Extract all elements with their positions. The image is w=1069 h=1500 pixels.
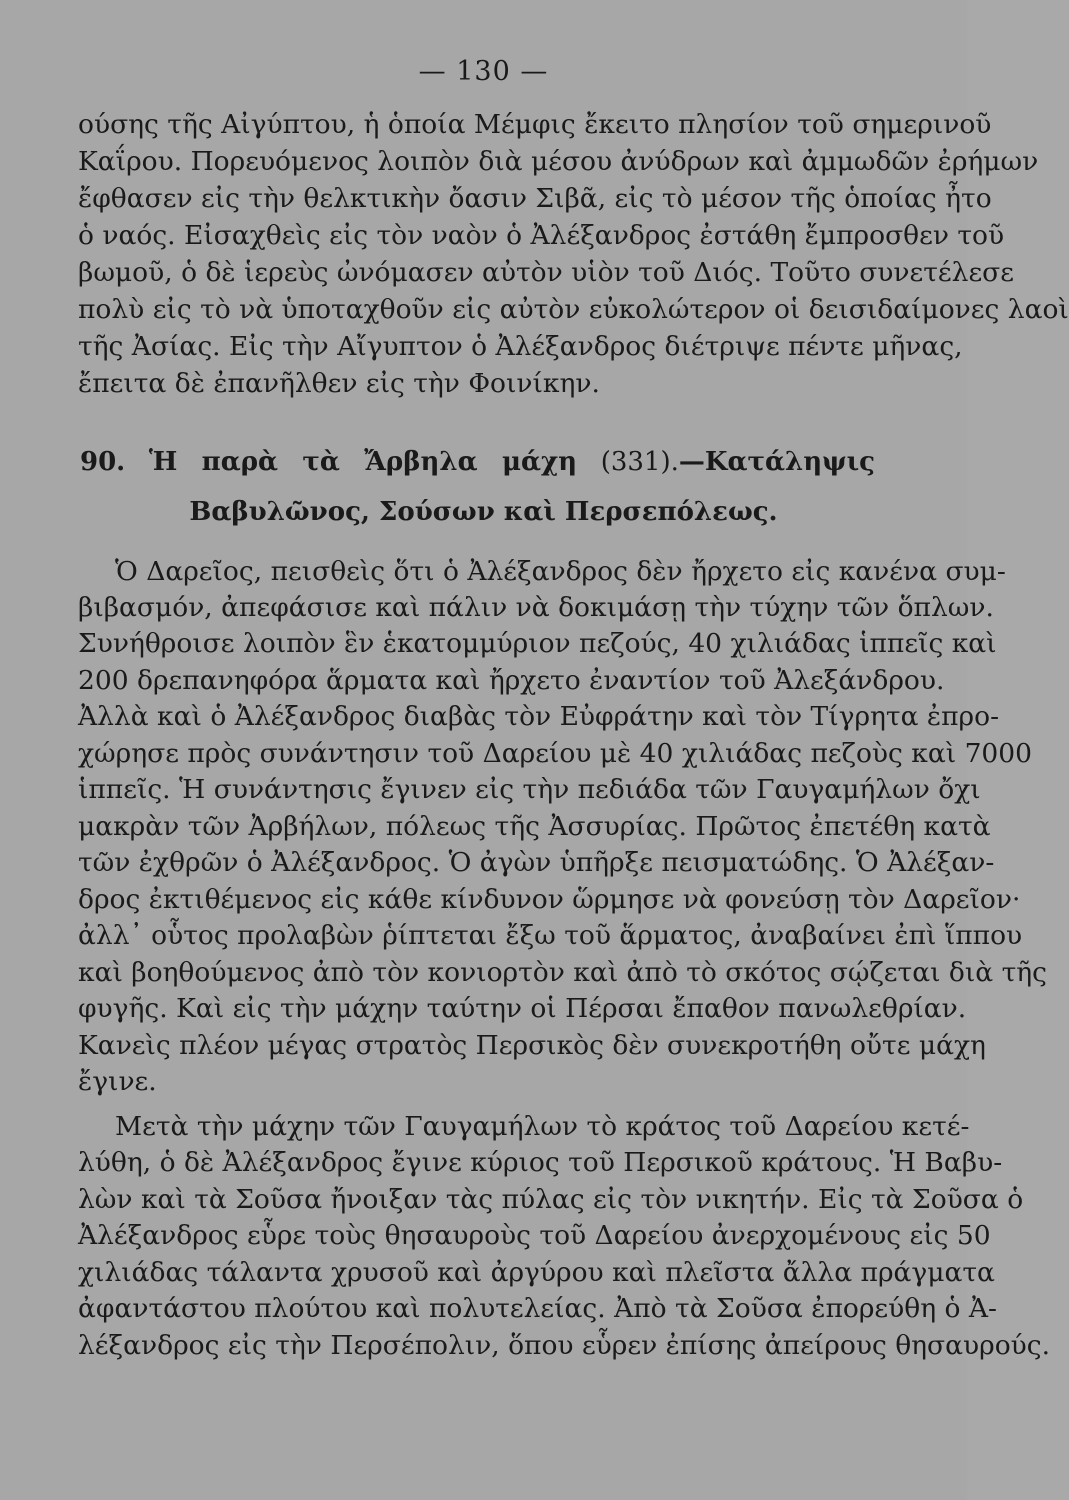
- text-line: Ἀλέξανδρος εὗρε τοὺς θησαυροὺς τοῦ Δαρείου ἀνερχομένους εἰς 50: [78, 1220, 991, 1251]
- section-title-line2: Βαβυλῶνος, Σούσων καὶ Περσεπόλεως.: [189, 497, 778, 527]
- text-line: ούσης τῆς Αἰγύπτου, ἡ ὁποία Μέμφις ἔκειτο πλησίον τοῦ σημερινοῦ: [78, 109, 992, 140]
- text-line: Μετὰ τὴν μάχην τῶν Γαυγαμήλων τὸ κράτος τοῦ Δαρείου κετέ-: [115, 1111, 970, 1142]
- text-line: βωμοῦ, ὁ δὲ ἱερεὺς ὠνόμασεν αὐτὸν υἱὸν τοῦ Διός. Τοῦτο συνετέλεσε: [78, 257, 1014, 288]
- section-title-line1-tail: —Κατάληψις: [678, 447, 876, 477]
- text-line: χιλιάδας τάλαντα χρυσοῦ καὶ ἀργύρου καὶ πλεῖστα ἄλλα πράγματα: [78, 1257, 995, 1288]
- text-line: ἱππεῖς. Ἡ συνάντησις ἔγινεν εἰς τὴν πεδιάδα τῶν Γαυγαμήλων ὄχι: [78, 774, 981, 805]
- text-line: 200 δρεπανηφόρα ἅρματα καὶ ἤρχετο ἐναντίον τοῦ Ἀλεξάνδρου.: [78, 665, 945, 696]
- text-line: πολὺ εἰς τὸ νὰ ὑποταχθοῦν εἰς αὐτὸν εὐκολώτερον οἱ δεισιδαίμονες λαοὶ: [78, 294, 1069, 325]
- text-line: λὼν καὶ τὰ Σοῦσα ἤνοιξαν τὰς πύλας εἰς τὸν νικητήν. Εἰς τὰ Σοῦσα ὁ: [78, 1184, 1024, 1215]
- text-line: ἔφθασεν εἰς τὴν θελκτικὴν ὄασιν Σιβᾶ, εἰς τὸ μέσον τῆς ὁποίας ἦτο: [78, 183, 992, 214]
- text-line: ἀφαντάστου πλούτου καὶ πολυτελείας. Ἀπὸ τὰ Σοῦσα ἐπορεύθη ὁ Ἀ-: [78, 1293, 997, 1324]
- text-line: Ἀλλὰ καὶ ὁ Ἀλέξανδρος διαβὰς τὸν Εὐφράτην καὶ τὸν Τίγρητα ἐπρο-: [78, 701, 1000, 732]
- section-heading: [80, 447, 875, 477]
- text-line: τῆς Ἀσίας. Εἰς τὴν Αἴγυπτον ὁ Ἀλέξανδρος διέτριψε πέντε μῆνας,: [78, 331, 963, 362]
- text-line: ἔπειτα δὲ ἐπανῆλθεν εἰς τὴν Φοινίκην.: [78, 368, 600, 399]
- text-line: λέξανδρος εἰς τὴν Περσέπολιν, ὅπου εὗρεν ἐπίσης ἀπείρους θησαυρούς.: [78, 1330, 1051, 1361]
- text-line: Ὁ Δαρεῖος, πεισθεὶς ὅτι ὁ Ἀλέξανδρος δὲν ἤρχετο εἰς κανένα συμ-: [115, 556, 1006, 587]
- text-line: βιβασμόν, ἀπεφάσισε καὶ πάλιν νὰ δοκιμάσῃ τὴν τύχην τῶν ὅπλων.: [78, 592, 994, 623]
- text-line: ἀλλ᾽ οὗτος προλαβὼν ῥίπτεται ἔξω τοῦ ἅρματος, ἀναβαίνει ἐπὶ ἵππου: [78, 920, 1023, 951]
- text-line: Κανεὶς πλέον μέγας στρατὸς Περσικὸς δὲν συνεκροτήθη οὔτε μάχη: [78, 1030, 986, 1061]
- text-line: λύθη, ὁ δὲ Ἀλέξανδρος ἔγινε κύριος τοῦ Περσικοῦ κράτους. Ἡ Βαβυ-: [78, 1147, 1003, 1178]
- text-line: χώρησε πρὸς συνάντησιν τοῦ Δαρείου μὲ 40 χιλιάδας πεζοὺς καὶ 7000: [78, 738, 1033, 769]
- section-number: 90.: [80, 447, 126, 477]
- section-year: (331).: [600, 447, 679, 477]
- text-line: δρος ἐκτιθέμενος εἰς κάθε κίνδυνον ὥρμησε νὰ φονεύσῃ τὸν Δαρεῖον·: [78, 884, 1021, 915]
- text-line: Καΐρου. Πορευόμενος λοιπὸν διὰ μέσου ἀνύδρων καὶ ἀμμωδῶν ἐρήμων: [78, 146, 1039, 177]
- text-line: Συνήθροισε λοιπὸν ἓν ἑκατομμύριον πεζούς, 40 χιλιάδας ἱππεῖς καὶ: [78, 628, 997, 659]
- text-line: ἔγινε.: [78, 1066, 157, 1097]
- section-heading-line2: [0, 497, 967, 527]
- text-line: τῶν ἐχθρῶν ὁ Ἀλέξανδρος. Ὁ ἀγὼν ὑπῆρξε πεισματώδης. Ὁ Ἀλέξαν-: [78, 847, 995, 878]
- text-line: ὁ ναός. Εἰσαχθεὶς εἰς τὸν ναὸν ὁ Ἀλέξανδρος ἐστάθη ἔμπροσθεν τοῦ: [78, 220, 1005, 251]
- page-number: — 130 —: [418, 56, 549, 87]
- section-title-line1: Ἡ παρὰ τὰ Ἄρβηλα μάχη: [148, 447, 578, 477]
- text-line: φυγῆς. Καὶ εἰς τὴν μάχην ταύτην οἱ Πέρσαι ἔπαθον πανωλεθρίαν.: [78, 993, 967, 1024]
- text-line: καὶ βοηθούμενος ἀπὸ τὸν κονιορτὸν καὶ ἀπὸ τὸ σκότος σῴζεται διὰ τῆς: [78, 957, 1047, 988]
- text-line: μακρὰν τῶν Ἀρβήλων, πόλεως τῆς Ἀσσυρίας. Πρῶτος ἐπετέθη κατὰ: [78, 811, 991, 842]
